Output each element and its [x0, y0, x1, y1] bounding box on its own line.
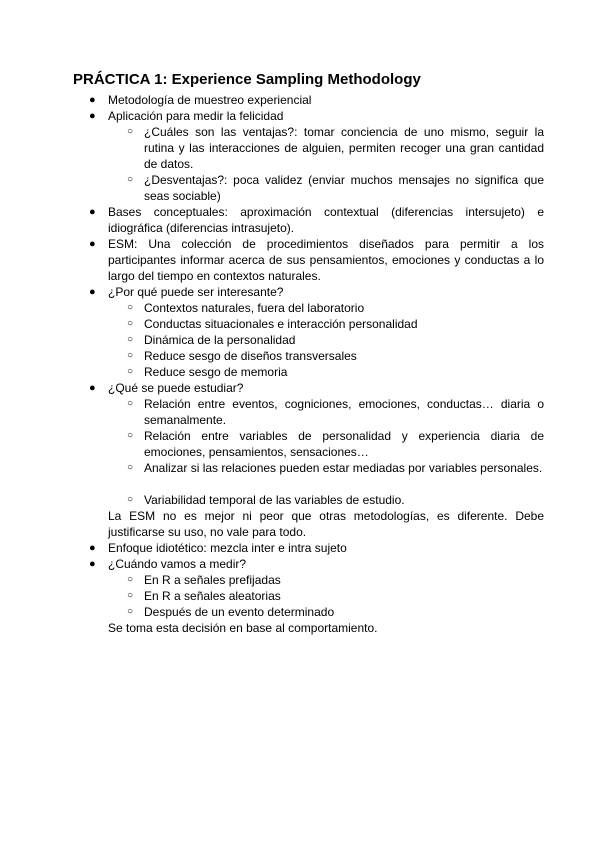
- sub-list-item: Variabilidad temporal de las variables de estudio.: [144, 493, 405, 507]
- paragraph: Se toma esta decisión en base al comportamiento.: [108, 621, 378, 635]
- bullet-circle: ○: [127, 398, 134, 409]
- bullet-circle: ○: [127, 302, 134, 313]
- bullet-circle: ○: [127, 574, 134, 585]
- bullet-circle: ○: [127, 366, 134, 377]
- page-title: PRÁCTICA 1: Experience Sampling Methodology: [73, 71, 421, 88]
- bullet-circle: ○: [127, 350, 134, 361]
- list-item: Metodología de muestreo experiencial: [108, 93, 312, 107]
- sub-list-item: En R a señales prefijadas: [144, 573, 281, 587]
- bullet-dot: ●: [89, 558, 96, 570]
- list-item: Bases conceptuales: aproximación contextual (diferencias intersujeto) e idiográfica (diferencias intrasujeto).: [108, 205, 544, 235]
- list-item: Aplicación para medir la felicidad: [108, 109, 284, 123]
- bullet-dot: ●: [89, 94, 96, 106]
- bullet-circle: ○: [127, 494, 134, 505]
- bullet-circle: ○: [127, 590, 134, 601]
- bullet-circle: ○: [127, 126, 134, 137]
- sub-list-item: Analizar si las relaciones pueden estar mediadas por variables personales.: [144, 461, 543, 475]
- bullet-dot: ●: [89, 542, 96, 554]
- sub-list-item: En R a señales aleatorias: [144, 589, 281, 603]
- bullet-circle: ○: [127, 174, 134, 185]
- sub-list-item: Contextos naturales, fuera del laboratorio: [144, 301, 365, 315]
- bullet-circle: ○: [127, 318, 134, 329]
- sub-list-item: Dinámica de la personalidad: [144, 333, 296, 347]
- bullet-circle: ○: [127, 606, 134, 617]
- sub-list-item: Conductas situacionales e interacción personalidad: [144, 317, 418, 331]
- bullet-circle: ○: [127, 462, 134, 473]
- bullet-dot: ●: [89, 206, 96, 218]
- sub-list-item: ¿Cuáles son las ventajas?: tomar conciencia de uno mismo, seguir la rutina y las interacciones de alguien, permiten recoger una gran cantidad de datos.: [144, 125, 544, 171]
- bullet-circle: ○: [127, 334, 134, 345]
- paragraph: La ESM no es mejor ni peor que otras metodologías, es diferente. Debe justificarse su uso, no vale para todo.: [108, 509, 544, 539]
- bullet-dot: ●: [89, 286, 96, 298]
- sub-list-item: Relación entre variables de personalidad y experiencia diaria de emociones, pensamientos, sensaciones…: [144, 429, 544, 459]
- bullet-circle: ○: [127, 430, 134, 441]
- bullet-dot: ●: [89, 110, 96, 122]
- sub-list-item: Reduce sesgo de diseños transversales: [144, 349, 357, 363]
- list-item: ¿Cuándo vamos a medir?: [108, 557, 247, 571]
- bullet-dot: ●: [89, 238, 96, 250]
- bullet-dot: ●: [89, 382, 96, 394]
- sub-list-item: Relación entre eventos, cogniciones, emociones, conductas… diaria o semanalmente.: [144, 397, 544, 427]
- list-item: ¿Por qué puede ser interesante?: [108, 285, 284, 299]
- list-item: ¿Qué se puede estudiar?: [108, 381, 244, 395]
- sub-list-item: Después de un evento determinado: [144, 605, 335, 619]
- list-item: ESM: Una colección de procedimientos diseñados para permitir a los participantes informar acerca de sus pensamientos, emociones y conductas a lo largo del tiempo en contextos naturales.: [108, 237, 544, 283]
- sub-list-item: ¿Desventajas?: poca validez (enviar muchos mensajes no significa que seas sociable): [144, 173, 544, 203]
- sub-list-item: Reduce sesgo de memoria: [144, 365, 288, 379]
- list-item: Enfoque idiotético: mezcla inter e intra sujeto: [108, 541, 347, 555]
